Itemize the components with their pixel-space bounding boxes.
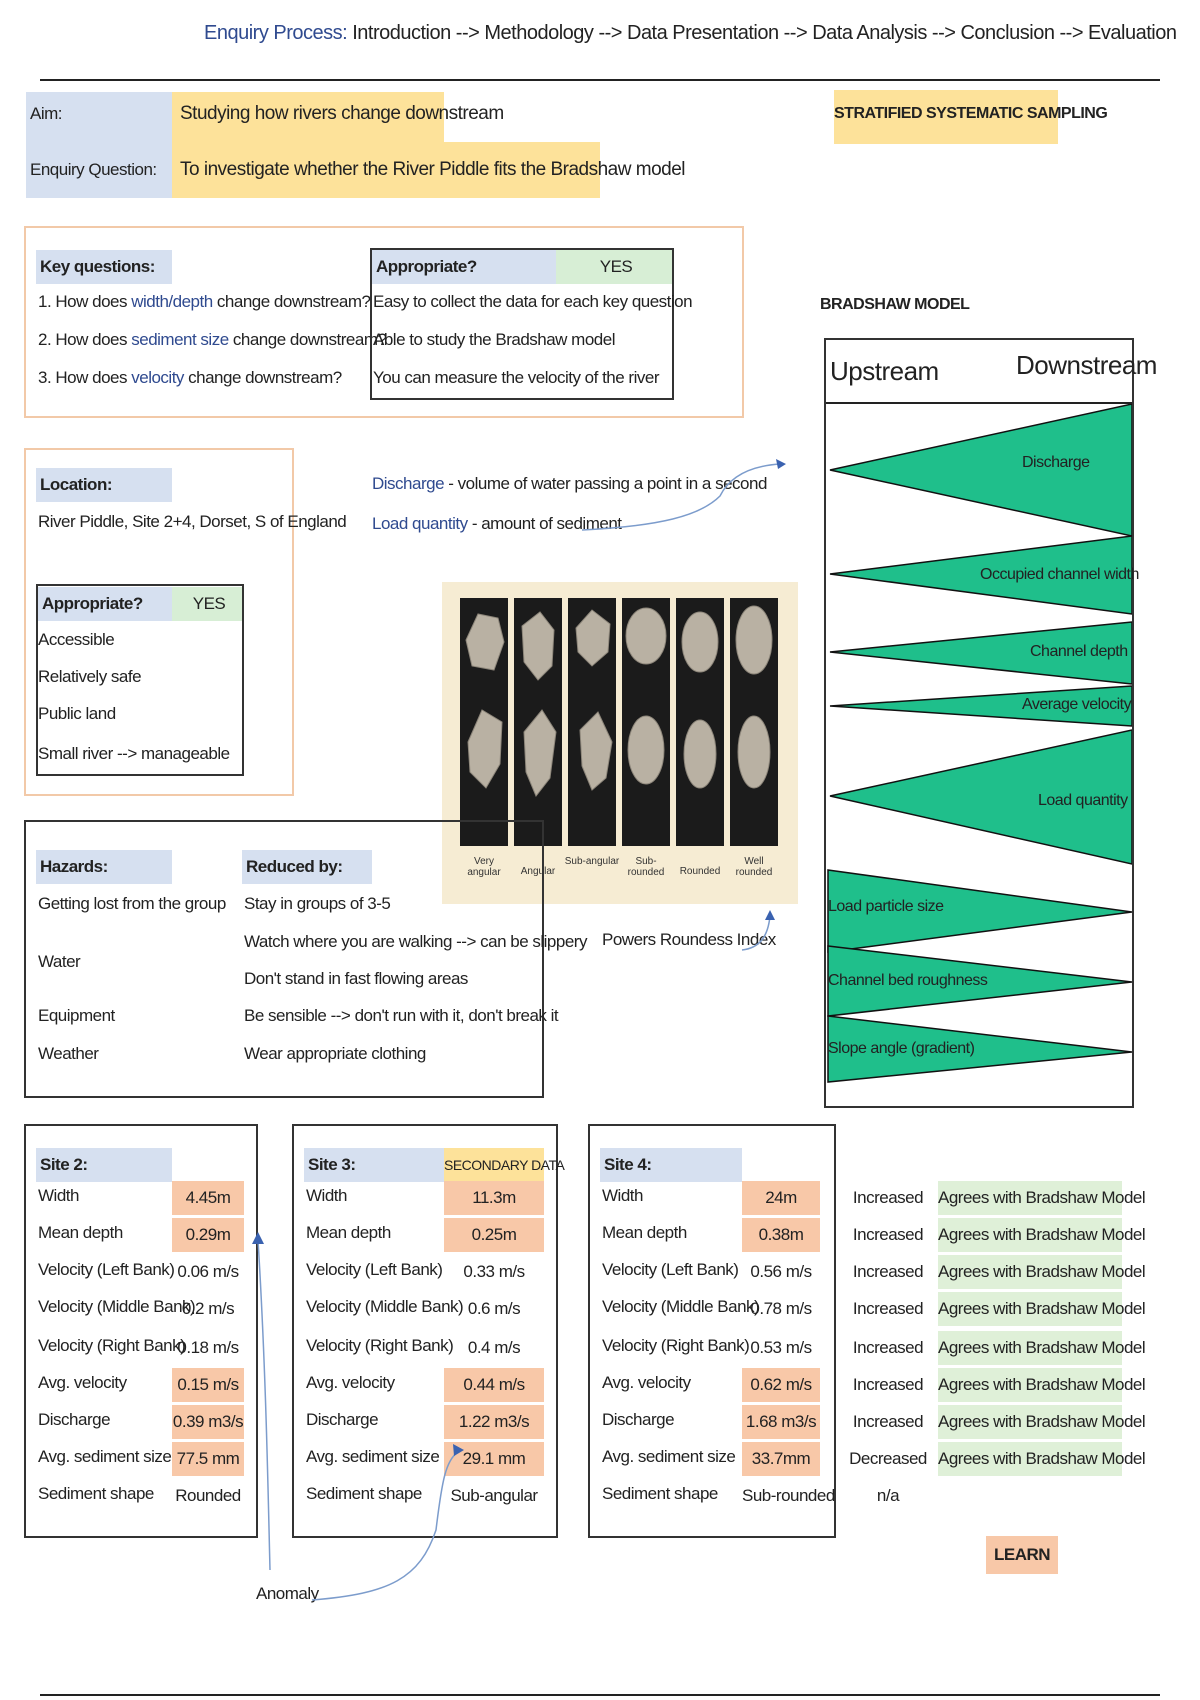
bradshaw-label-decreasing: Channel bed roughness: [828, 972, 988, 989]
site2-value: 0.29m: [172, 1218, 244, 1252]
bradshaw-upstream: Upstream: [830, 356, 939, 386]
roundness-label: Sub-angular: [564, 856, 620, 867]
roundness-arrow: [740, 906, 780, 956]
site3-value: 0.44 m/s: [444, 1368, 544, 1402]
site2-value: 77.5 mm: [172, 1442, 244, 1476]
roundness-label: Angular: [520, 866, 556, 877]
trend-value: Increased: [852, 1188, 924, 1207]
site4-value: 33.7mm: [742, 1442, 820, 1476]
bradshaw-label-increasing: Occupied channel width: [980, 566, 1139, 583]
location-title: Location:: [36, 468, 172, 502]
bradshaw-triangles: [826, 404, 1132, 1104]
site2-row-label: Discharge: [38, 1410, 111, 1429]
site4-row-label: Avg. velocity: [602, 1373, 691, 1392]
site3-row-label: Discharge: [306, 1410, 379, 1429]
agreement-value: Agrees with Bradshaw Model: [938, 1292, 1122, 1326]
header-divider: [40, 79, 1160, 81]
site4-value: 0.53 m/s: [750, 1338, 812, 1357]
site2-value: 4.45m: [172, 1181, 244, 1215]
site3-value: 29.1 mm: [444, 1442, 544, 1476]
aim-value: Studying how rivers change downstream: [172, 92, 444, 142]
bradshaw-label-increasing: Load quantity: [1038, 792, 1128, 809]
site4-value: 0.62 m/s: [742, 1368, 820, 1402]
learn-button[interactable]: LEARN: [986, 1536, 1058, 1574]
reduction-item: Don't stand in fast flowing areas: [244, 969, 468, 988]
site2-value: 0.2 m/s: [181, 1299, 235, 1318]
site2-row-label: Avg. velocity: [38, 1373, 127, 1392]
site4-row-label: Mean depth: [602, 1223, 687, 1242]
site3-row-label: Width: [306, 1186, 347, 1205]
site3-row-label: Velocity (Middle Bank): [306, 1297, 464, 1316]
site3-value: Sub-angular: [450, 1486, 538, 1505]
site4-value: 0.56 m/s: [750, 1262, 812, 1281]
reduced-by-title: Reduced by:: [242, 850, 372, 884]
site4-row-label: Velocity (Middle Bank): [602, 1297, 760, 1316]
trend-value: Increased: [852, 1412, 924, 1431]
roundness-label: Well rounded: [735, 856, 773, 878]
site4-row-label: Velocity (Left Bank): [602, 1260, 739, 1279]
site4-value: 24m: [742, 1181, 820, 1215]
site4-row-label: Width: [602, 1186, 643, 1205]
enquiry-question-label: Enquiry Question:: [26, 142, 172, 198]
site3-value: 1.22 m3/s: [444, 1405, 544, 1439]
location-value: River Piddle, Site 2+4, Dorset, S of England: [38, 512, 347, 531]
agreement-value: Agrees with Bradshaw Model: [938, 1442, 1122, 1476]
enquiry-process-label: Enquiry Process:: [204, 22, 348, 44]
hazard-item: Equipment: [38, 1006, 115, 1025]
reduction-item: Stay in groups of 3-5: [244, 894, 391, 913]
site2-value: Rounded: [175, 1486, 241, 1505]
site2-row-label: Velocity (Middle Bank): [38, 1297, 196, 1316]
trend-value: Increased: [852, 1225, 924, 1244]
site4-row-label: Discharge: [602, 1410, 675, 1429]
site2-row-label: Mean depth: [38, 1223, 123, 1242]
appropriate-2-item: Accessible: [38, 630, 115, 649]
bradshaw-title: BRADSHAW MODEL: [820, 296, 970, 313]
bradshaw-label-increasing: Channel depth: [1030, 643, 1128, 660]
appropriate-1-title: Appropriate?: [372, 250, 556, 284]
appropriate-2-item: Public land: [38, 704, 116, 723]
site4-value: 0.78 m/s: [750, 1299, 812, 1318]
site4-row-label: Avg. sediment size: [602, 1447, 736, 1466]
site3-row-label: Velocity (Right Bank): [306, 1336, 454, 1355]
site3-row-label: Mean depth: [306, 1223, 391, 1242]
appropriate-1-item: You can measure the velocity of the river: [373, 368, 659, 387]
key-question-3: 3. How does velocity change downstream?: [38, 368, 342, 387]
site2-title: Site 2:: [36, 1148, 172, 1182]
site3-row-label: Avg. sediment size: [306, 1447, 440, 1466]
definition-arrow: [580, 456, 790, 536]
reduction-item: Watch where you are walking --> can be slippery: [244, 932, 587, 951]
site3-value: 0.4 m/s: [467, 1338, 521, 1357]
hazards-title: Hazards:: [36, 850, 172, 884]
trend-value: Increased: [852, 1375, 924, 1394]
agreement-value: Agrees with Bradshaw Model: [938, 1331, 1122, 1365]
hazard-item: Getting lost from the group: [38, 894, 226, 913]
site3-row-label: Sediment shape: [306, 1484, 422, 1503]
definition-load-quantity: Load quantity - amount of sediment: [372, 514, 622, 533]
enquiry-process-header: [204, 22, 1176, 45]
sampling-method: STRATIFIED SYSTEMATIC SAMPLING: [834, 90, 1058, 144]
agreement-value: Agrees with Bradshaw Model: [938, 1255, 1122, 1289]
trend-value: Decreased: [849, 1449, 927, 1468]
bradshaw-downstream: Downstream: [1016, 350, 1157, 380]
site2-row-label: Velocity (Right Bank): [38, 1336, 186, 1355]
site4-value: 0.38m: [742, 1218, 820, 1252]
site3-title: Site 3:: [304, 1148, 444, 1182]
site4-title: Site 4:: [600, 1148, 742, 1182]
site3-value: 0.33 m/s: [463, 1262, 525, 1281]
enquiry-process-steps: Introduction --> Methodology --> Data Presentation --> Data Analysis --> Conclusion --> Evaluation: [352, 22, 1177, 44]
site3-value: 11.3m: [444, 1181, 544, 1215]
reduction-item: Wear appropriate clothing: [244, 1044, 426, 1063]
site2-value: 0.18 m/s: [177, 1338, 239, 1357]
enquiry-question-value: To investigate whether the River Piddle fits the Bradshaw model: [172, 142, 600, 198]
bradshaw-label-increasing: Average velocity: [1022, 696, 1132, 713]
definition-discharge: Discharge - volume of water passing a point in a second: [372, 474, 767, 493]
site2-row-label: Velocity (Left Bank): [38, 1260, 175, 1279]
hazard-item: Weather: [38, 1044, 99, 1063]
key-questions-title: Key questions:: [36, 250, 172, 284]
appropriate-2-item: Small river --> manageable: [38, 744, 230, 763]
site2-row-label: Avg. sediment size: [38, 1447, 172, 1466]
key-question-2: 2. How does sediment size change downstream?: [38, 330, 387, 349]
appropriate-2-item: Relatively safe: [38, 667, 142, 686]
site2-row-label: Sediment shape: [38, 1484, 154, 1503]
reduction-item: Be sensible --> don't run with it, don't break it: [244, 1006, 559, 1025]
site3-value: 0.6 m/s: [467, 1299, 521, 1318]
agreement-value: Agrees with Bradshaw Model: [938, 1181, 1122, 1215]
bradshaw-label-decreasing: Load particle size: [828, 898, 944, 915]
site4-value: Sub-rounded: [742, 1486, 835, 1505]
aim-label: Aim:: [26, 92, 172, 142]
site4-value: 1.68 m3/s: [742, 1405, 820, 1439]
site2-value: 0.39 m3/s: [172, 1405, 244, 1439]
site2-value: 0.06 m/s: [177, 1262, 239, 1281]
appropriate-1-answer: YES: [556, 250, 672, 284]
appropriate-1-item: Able to study the Bradshaw model: [373, 330, 615, 349]
site4-row-label: Velocity (Right Bank): [602, 1336, 750, 1355]
agreement-value: Agrees with Bradshaw Model: [938, 1368, 1122, 1402]
trend-value: Increased: [852, 1299, 924, 1318]
footer-divider: [40, 1694, 1160, 1696]
roundness-label: Very angular: [467, 856, 501, 878]
trend-value: Increased: [852, 1338, 924, 1357]
site2-row-label: Width: [38, 1186, 79, 1205]
site3-row-label: Avg. velocity: [306, 1373, 395, 1392]
roundness-label: Rounded: [679, 866, 721, 877]
site3-secondary-tag: SECONDARY DATA: [444, 1148, 544, 1182]
bradshaw-label-increasing: Discharge: [1022, 454, 1090, 471]
key-question-1: 1. How does width/depth change downstream?: [38, 292, 371, 311]
hazard-item: Water: [38, 952, 81, 971]
site3-value: 0.25m: [444, 1218, 544, 1252]
site3-row-label: Velocity (Left Bank): [306, 1260, 443, 1279]
appropriate-2-answer: YES: [172, 587, 242, 621]
anomaly-arrows: [240, 1230, 470, 1610]
roundness-label: Sub-rounded: [627, 856, 665, 878]
agreement-value: Agrees with Bradshaw Model: [938, 1218, 1122, 1252]
trend-value: Increased: [852, 1262, 924, 1281]
bradshaw-label-decreasing: Slope angle (gradient): [828, 1040, 975, 1057]
appropriate-1-item: Easy to collect the data for each key question: [373, 292, 693, 311]
roundness-caption: Powers Roundess Index: [602, 930, 776, 949]
site2-value: 0.15 m/s: [172, 1368, 244, 1402]
appropriate-2-title: Appropriate?: [38, 587, 172, 621]
site4-row-label: Sediment shape: [602, 1484, 718, 1503]
anomaly-label: Anomaly: [256, 1584, 319, 1603]
agreement-value: Agrees with Bradshaw Model: [938, 1405, 1122, 1439]
trend-value: n/a: [876, 1486, 900, 1505]
